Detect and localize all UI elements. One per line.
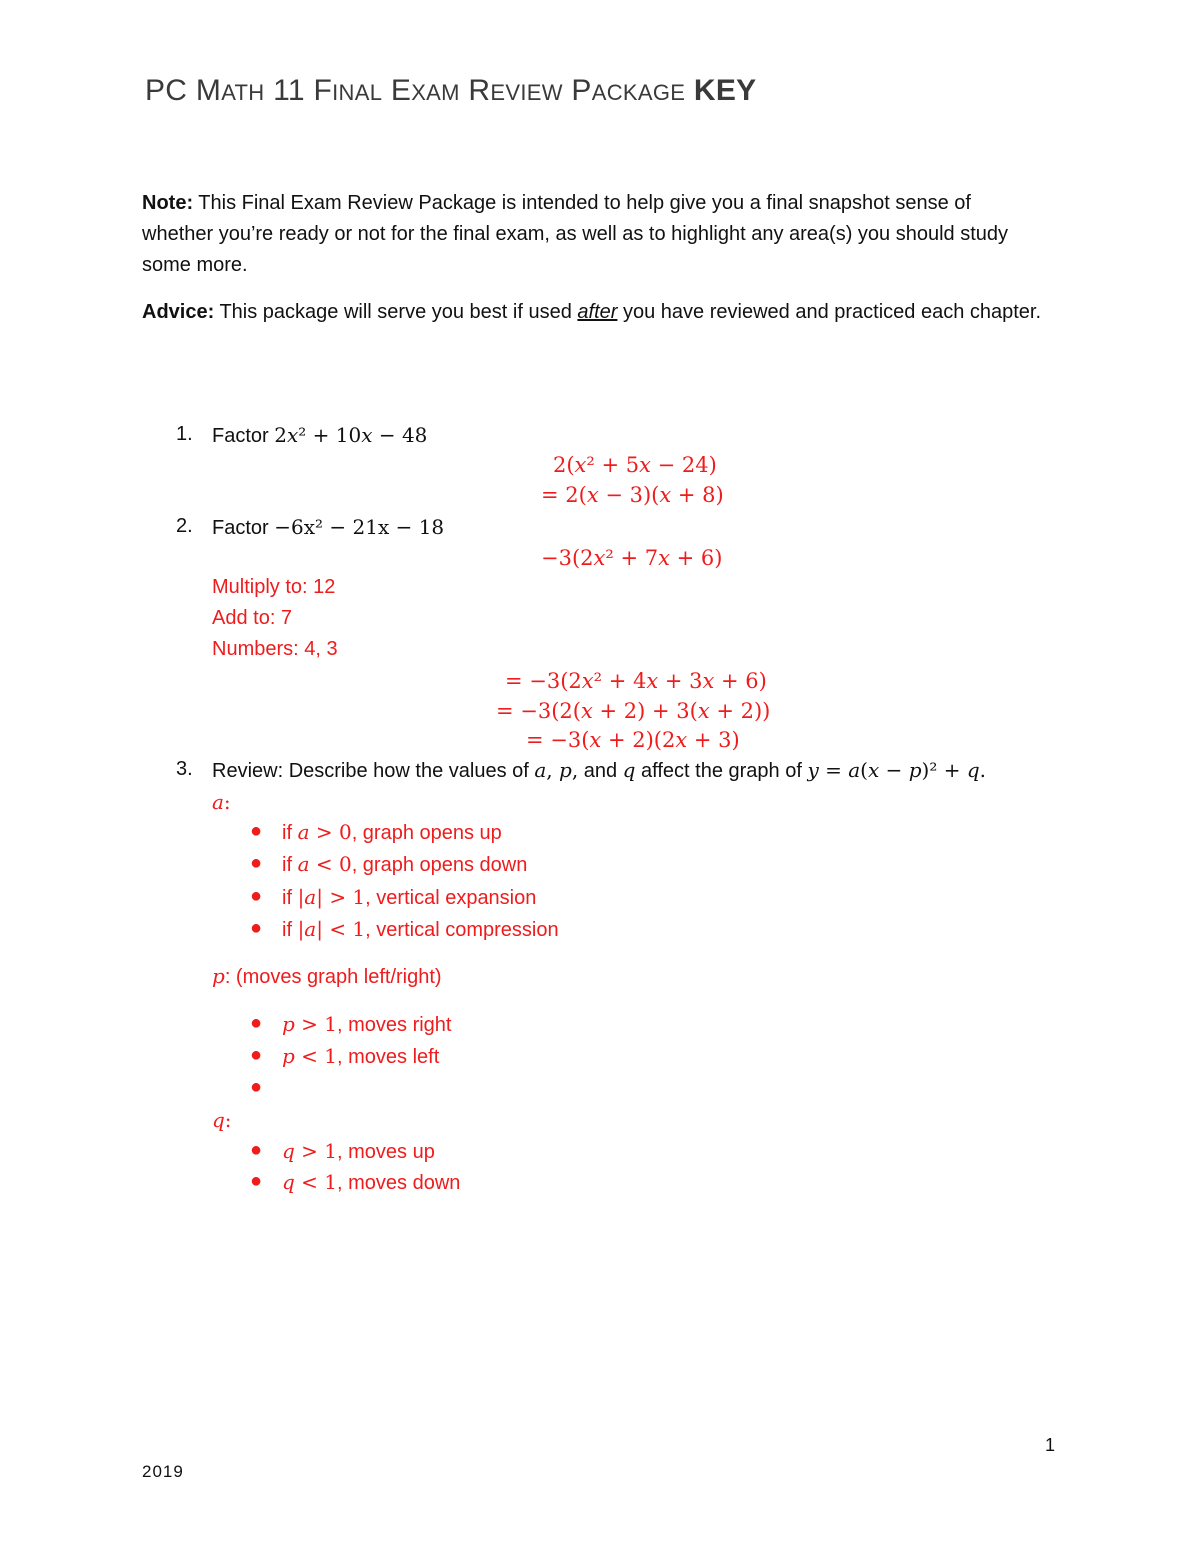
title-part: ATH <box>221 80 265 105</box>
title-part: P <box>562 74 592 107</box>
step-line: Numbers: 4, 3 <box>212 638 338 660</box>
question-number: 3. <box>176 758 193 780</box>
list-item <box>0 1012 1200 1042</box>
question-3 <box>0 758 1200 788</box>
item-math: 𝑝 < 1 <box>282 1044 337 1068</box>
question-math: 𝑞 <box>622 758 636 782</box>
bullet-icon: ● <box>250 1076 263 1098</box>
title-part: R <box>459 74 491 107</box>
question-text-part: and <box>578 760 623 782</box>
title-part: INAL <box>332 80 383 105</box>
item-text: , moves down <box>337 1172 461 1194</box>
title-part: XAM <box>411 80 460 105</box>
list-item <box>0 820 1200 850</box>
title-part: EVIEW <box>490 80 563 105</box>
page-number: 1 <box>1045 1435 1056 1455</box>
bullet-icon: ● <box>250 1170 263 1192</box>
advice-paragraph <box>142 297 1042 328</box>
list-item <box>0 852 1200 882</box>
p-label <box>212 964 442 989</box>
question-expression: 2𝑥² + 10𝑥 − 48 <box>274 423 428 447</box>
item-math: 𝑞 > 1 <box>282 1139 337 1163</box>
title-part: PC M <box>145 74 222 107</box>
item-text: if <box>282 887 298 909</box>
question-1 <box>0 423 1200 453</box>
bullet-icon: ● <box>250 885 263 907</box>
item-math: 𝑝 > 1 <box>282 1012 337 1036</box>
bullet-icon: ● <box>250 1012 263 1034</box>
question-prefix: Factor <box>212 425 275 447</box>
list-item <box>0 1076 1200 1106</box>
answer-line: = 2(𝑥 − 3)(𝑥 + 8) <box>541 483 724 507</box>
item-text: , moves right <box>337 1014 452 1036</box>
question-math: 𝑎, 𝑝, <box>534 758 579 782</box>
advice-emphasis: after <box>577 301 618 323</box>
bullet-icon: ● <box>250 820 263 842</box>
item-math: 𝑞 < 1 <box>282 1170 337 1194</box>
list-item <box>0 1170 1200 1200</box>
bullet-icon: ● <box>250 917 263 939</box>
question-number: 2. <box>176 515 193 537</box>
question-text-part: Review: Describe how the values of <box>212 760 535 782</box>
item-text: , vertical compression <box>365 919 559 941</box>
advice-text: This package will serve you best if used <box>214 301 578 323</box>
answer-line: 2(𝑥² + 5𝑥 − 24) <box>553 453 717 477</box>
question-text <box>212 758 986 783</box>
note-paragraph <box>142 188 1042 281</box>
answer-line: = −3(2(𝑥 + 2) + 3(𝑥 + 2)) <box>496 699 771 723</box>
item-math: 𝑎 > 0 <box>297 820 352 844</box>
title-part: E <box>382 74 412 107</box>
item-text: , graph opens up <box>351 822 502 844</box>
note-label: Note: <box>142 192 194 214</box>
question-prefix: Factor <box>212 517 275 539</box>
item-text: , moves up <box>337 1141 435 1163</box>
answer-line: = −3(2𝑥² + 4𝑥 + 3𝑥 + 6) <box>505 669 767 693</box>
list-item <box>0 885 1200 915</box>
advice-text: you have reviewed and practiced each chapter. <box>617 301 1042 323</box>
q-label: 𝑞: <box>212 1108 232 1132</box>
question-2 <box>0 515 1200 545</box>
bullet-icon: ● <box>250 1139 263 1161</box>
item-text: if <box>282 919 298 941</box>
item-math: 𝑎 < 0 <box>297 852 352 876</box>
item-text: , graph opens down <box>351 854 528 876</box>
list-item <box>0 917 1200 947</box>
page-title <box>145 74 756 108</box>
item-text: if <box>282 822 298 844</box>
item-text: , vertical expansion <box>365 887 537 909</box>
a-label: 𝑎: <box>212 790 231 814</box>
answer-line: = −3(𝑥 + 2)(2𝑥 + 3) <box>526 728 740 752</box>
p-variable: 𝑝 <box>212 964 225 988</box>
step-line: Add to: 7 <box>212 607 293 629</box>
bullet-icon: ● <box>250 1044 263 1066</box>
question-equation: 𝑦 = 𝑎(𝑥 − 𝑝)² + 𝑞. <box>807 758 986 782</box>
answer-line: −3(2𝑥² + 7𝑥 + 6) <box>541 546 723 570</box>
question-text <box>212 423 427 448</box>
item-math: |𝑎| < 1 <box>297 917 366 941</box>
list-item <box>0 1139 1200 1169</box>
question-text-part: affect the graph of <box>635 760 808 782</box>
title-part: ACKAGE <box>591 80 686 105</box>
question-text <box>212 515 444 540</box>
footer-year: 2019 <box>142 1462 184 1481</box>
item-text: , moves left <box>337 1046 440 1068</box>
question-number: 1. <box>176 423 193 445</box>
item-text: if <box>282 854 298 876</box>
advice-label: Advice: <box>142 301 215 323</box>
title-part: 11 F <box>264 74 333 107</box>
item-math: |𝑎| > 1 <box>297 885 366 909</box>
bullet-icon: ● <box>250 852 263 874</box>
note-text: This Final Exam Review Package is intended to help give you a final snapshot sense of whether you’re ready or not for the final exam, as well as to highlight any area(s) you should study some more. <box>142 192 1009 276</box>
p-note: : (moves graph left/right) <box>224 966 442 988</box>
question-expression: −6x² − 21x − 18 <box>274 515 445 539</box>
title-key: KEY <box>685 74 757 107</box>
step-line: Multiply to: 12 <box>212 576 336 598</box>
list-item <box>0 1044 1200 1074</box>
